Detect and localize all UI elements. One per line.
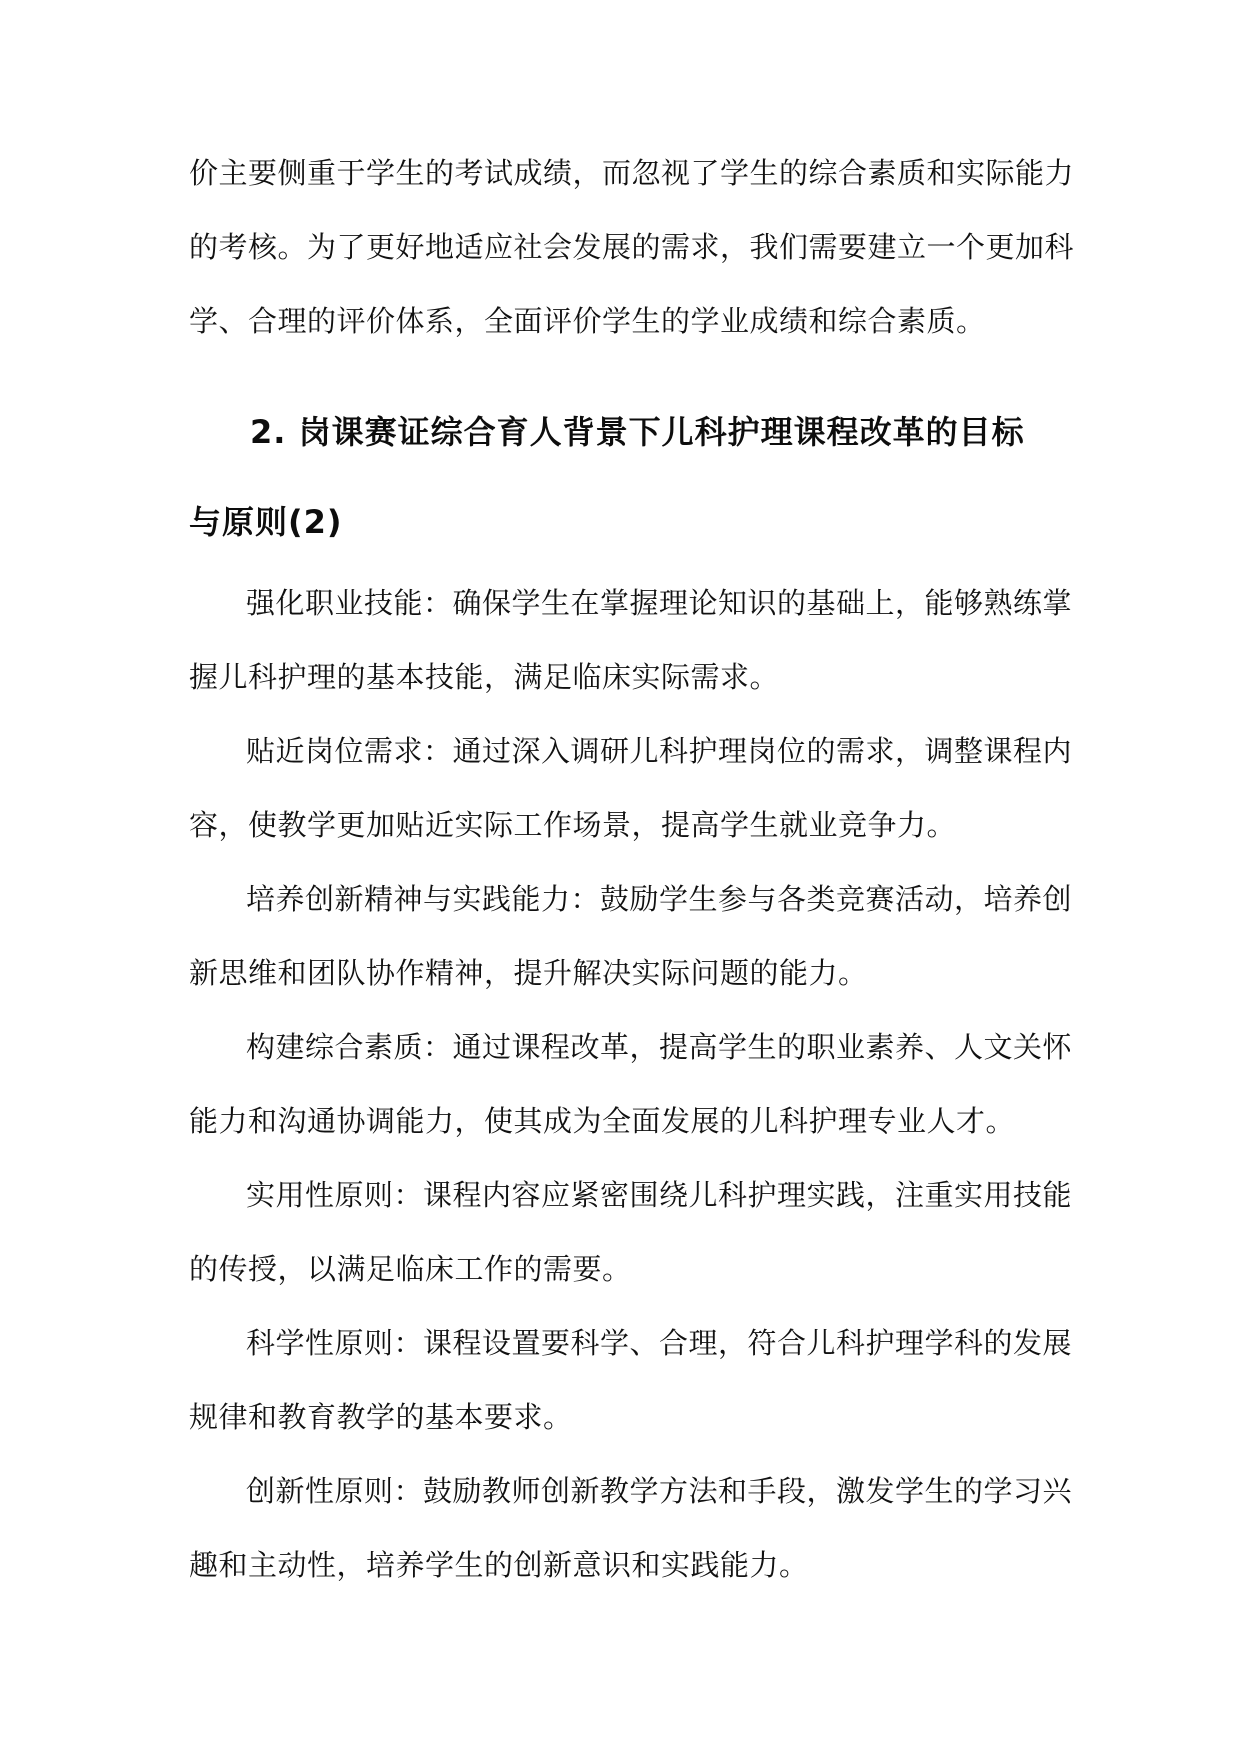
paragraph-4-line-1: 构建综合素质：通过课程改革，提高学生的职业素养、人文关怀 bbox=[246, 1030, 1073, 1064]
intro-line-3: 学、合理的评价体系，全面评价学生的学业成绩和综合素质。 bbox=[189, 304, 986, 338]
intro-line-2: 的考核。为了更好地适应社会发展的需求，我们需要建立一个更加科 bbox=[189, 230, 1075, 264]
paragraph-3-line-1: 培养创新精神与实践能力：鼓励学生参与各类竞赛活动，培养创 bbox=[246, 882, 1073, 916]
paragraph-6-line-2: 规律和教育教学的基本要求。 bbox=[189, 1400, 573, 1434]
paragraph-7-line-2: 趣和主动性，培养学生的创新意识和实践能力。 bbox=[189, 1548, 809, 1582]
section-heading-line-2: 与原则(2) bbox=[189, 503, 343, 541]
paragraph-7-line-1: 创新性原则：鼓励教师创新教学方法和手段，激发学生的学习兴 bbox=[246, 1474, 1073, 1508]
intro-line-1: 价主要侧重于学生的考试成绩，而忽视了学生的综合素质和实际能力 bbox=[189, 156, 1075, 190]
paragraph-1-line-2: 握儿科护理的基本技能，满足临床实际需求。 bbox=[189, 660, 780, 694]
paragraph-2-line-1: 贴近岗位需求：通过深入调研儿科护理岗位的需求，调整课程内 bbox=[246, 734, 1073, 768]
paragraph-4-line-2: 能力和沟通协调能力，使其成为全面发展的儿科护理专业人才。 bbox=[189, 1104, 1016, 1138]
paragraph-5-line-1: 实用性原则：课程内容应紧密围绕儿科护理实践，注重实用技能 bbox=[246, 1178, 1073, 1212]
paragraph-1-line-1: 强化职业技能：确保学生在掌握理论知识的基础上，能够熟练掌 bbox=[246, 586, 1073, 620]
paragraph-3-line-2: 新思维和团队协作精神，提升解决实际问题的能力。 bbox=[189, 956, 868, 990]
paragraph-5-line-2: 的传授，以满足临床工作的需要。 bbox=[189, 1252, 632, 1286]
paragraph-2-line-2: 容，使教学更加贴近实际工作场景，提高学生就业竞争力。 bbox=[189, 808, 957, 842]
section-heading-line-1: 2. 岗课赛证综合育人背景下儿科护理课程改革的目标 bbox=[250, 413, 1025, 451]
paragraph-6-line-1: 科学性原则：课程设置要科学、合理，符合儿科护理学科的发展 bbox=[246, 1326, 1073, 1360]
